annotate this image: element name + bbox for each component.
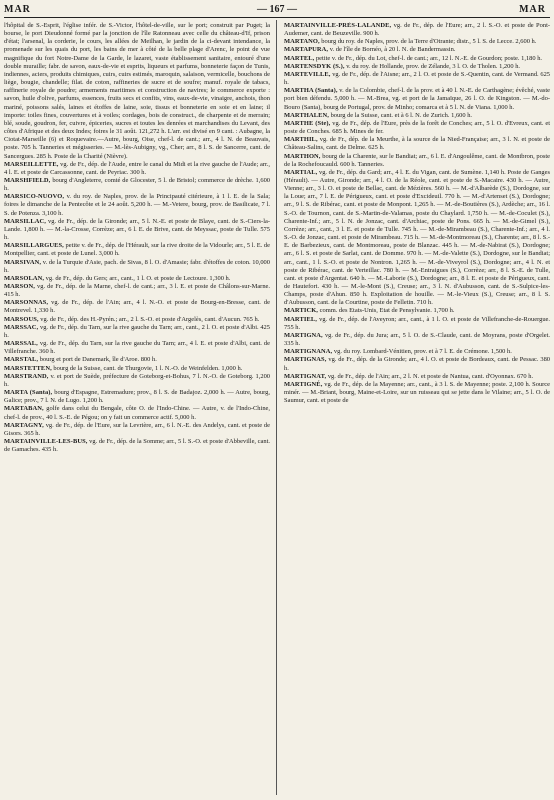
gazetteer-entry	[4, 324, 270, 340]
gazetteer-entry	[4, 161, 270, 177]
entry-text: vg. de Fr., dép. de l'Aude, entre le canal du Midi et la rive gauche de l'Aude; arr., 4 l. E. et poste de Carcassonne, cant. de Peyriac. 300 h.	[4, 160, 270, 176]
gazetteer-entry	[4, 275, 270, 283]
entry-text: v. du roy. de Hollande, prov. de Zélande, 3 l. O. de Tholen. 1,200 h.	[346, 62, 521, 70]
gazetteer-entry	[284, 348, 550, 356]
entry-text: v. de la Colombie, chef-l. de la prov. et à 40 l. N.-E. de Carthagène; évêché, vaste port bien défendu. 5,000 h. — M.-Brea, vg. et port de la Jamaïque, 26 l. O. de Kingston. — M.-do-Bouro (Santa), bourg de Portugal, prov. de Minho; comarca et à 5 l. N. de Viana. 1,000 h.	[284, 87, 550, 111]
column-divider	[276, 20, 277, 795]
gazetteer-entry	[4, 405, 270, 421]
running-head-right: MAR	[519, 4, 546, 15]
entry-text: v. et port de Suède, préfecture de Goteborg-et-Bohus, 7 l. N.-O. de Goteborg. 1,200 h.	[4, 372, 270, 388]
gazetteer-entry	[284, 120, 550, 136]
entry-headword: MARTAINVILLE-PRÈS-LALANDE,	[284, 22, 392, 29]
entry-headword: MARTHA (Santa),	[284, 87, 338, 95]
gazetteer-entry	[4, 242, 270, 258]
left-column	[4, 22, 270, 794]
entry-headword: MARSTAL,	[4, 356, 39, 364]
gazetteer-entry	[4, 299, 270, 315]
entry-headword: MARSEILLETTE,	[4, 160, 59, 168]
entry-text: vg. de Fr., dép. de l'Eure, près de la forêt de Conches; arr., 5 l. O. d'Evreux, cant. et poste de Conches. 685 h. Mines de fer.	[284, 119, 550, 136]
gazetteer-entry	[4, 316, 270, 324]
entry-text: v. du roy. de Naples, prov. de la Principauté citérieure, à 1 l. E. de la Sala; foires le dimanche de la Pentecôte et le 24 août. 5,200 h. — M.-Vetere, bourg, prov. de Basilicate, 7 l. S. de Potenza. 3,100 h.	[4, 193, 270, 217]
running-head-left: MAR	[4, 4, 31, 15]
gazetteer-entry	[4, 218, 270, 242]
entry-headword: MARTEVILLE,	[284, 70, 331, 78]
entry-headword: MARTHON,	[284, 152, 321, 160]
entry-text: vg. du roy. Lombard-Vénitien, prov. et à 7 l. E. de Crémone. 1,500 h.	[333, 348, 512, 356]
gazetteer-entry	[284, 381, 550, 405]
entry-text: petite v. de Fr., dép. de l'Hérault, sur la rive droite de la Vidourle; arr., 5 l. E. de Montpellier, cant. et poste de Lunel. 3,000 h.	[4, 242, 270, 258]
entry-headword: MARSILLARGUES,	[4, 242, 64, 250]
entry-headword: MARTIGNANA,	[284, 348, 333, 356]
entry-text: v. de la Turquie d'Asie, pach. de Sivas, 8 l. O. d'Amasie; fabr. d'étoffes de coton. 10,000 h.	[4, 258, 270, 274]
entry-text: vg. de Fr., dép. de la Gironde; arr., 5 l. N.-E. et poste de Blaye, cant. de S.-Ciers-la-Lande. 1,800 h. — M.-la-Crosse, Corrèze; arr., 6 l. E. de Brive, cant. de Meyssac, poste de Tulle. 575 h.	[4, 217, 270, 242]
entry-headword: MARTA (Santa),	[4, 389, 53, 397]
entry-headword: MARSSAC,	[4, 323, 39, 331]
entry-headword: MARTIGNAT,	[284, 372, 327, 380]
entry-headword: MARSONNAS,	[4, 299, 49, 307]
gazetteer-entry	[284, 153, 550, 169]
entry-headword: MARTABAN,	[4, 405, 44, 413]
entry-headword: MARTIGNA,	[284, 331, 323, 339]
gazetteer-entry	[284, 55, 550, 63]
gazetteer-entry	[284, 87, 550, 111]
gazetteer-entry	[284, 307, 550, 315]
entry-text: l'hôpital de S.-Esprit, l'église infér. de S.-Victor, l'hôtel-de-ville, sur le port; construit par Puget; la bourse, le port Dieudonné formé par la jonction de l'île Ratonneau avec celle du château-d'If, prison d'état; l'arsenal, la corderie, le cours, les allées de Meilhan, le jardin de la ci-devant intendance, la promenade sur les quais du port, les bains de mer à côté de la belle plage d'Arenc, le point de vue magnifique du fort Notre-Dame de la Garde, le lazaret, vaste établissement sanitaire, entouré d'une double muraille; fabr. de savon, eaux-de-vie et esprits, liqueurs et parfums, bonneterie façon de Tunis, indiennes, aciers, produits chimiques, cuirs, cuirs estimés, maroquin, salaison, vermicelle, bouchons de liège, bougie, chandelle; filat. de coton, raffineries de sucre et de soufre; manuf. royale de tabacs, raffinerie royale de poudre; armements maritimes et construction de navires; le commerce exporte : savon, huile d'olive, parfums, essences, fruits secs et confits, vins, eaux-de-vie, vinaigre, anchois, thon mariné, poissons salés, laines et étoffes de laine, soie, tissus et bonneterie en soie et en laine; il importe: toiles fines, couvertures et à voiles; cordages, bois de construct., de charpente et de merrain; blé, soude, goudron, fer, cuivre, épiceries, sucres et toutes les denrées et marchandises du Levant, des côtes d'Afrique et des deux Indes; foires le 31 août. 121,272 h. L'arr. est divisé en 9 cant. : Aubagne, la Ciotat-Marseille (6) et Roquevaire.—Autre, bourg, Oise, chef-l. de cant.; arr., 4 l. N. de Beauvais, poste. 705 h. Tanneries et mégisseries. — M.-lès-Aubigny, vg., Cher; arr., 8 l. S. de Sancerre, cant. de Sancergues. 285 h. Poste de la Charité (Nièvre).	[4, 22, 270, 160]
gazetteer-entry	[4, 22, 270, 161]
gazetteer-entry	[284, 332, 550, 348]
entry-headword: MARTIGNÉ,	[284, 380, 323, 388]
entry-text: vg. de Fr., dép. du Tarn, sur la rive gauche du Tarn; arr., 4 l. E. et poste d'Albi, cant. de Villefranche. 360 h.	[4, 340, 270, 356]
entry-text: vg. de Fr., dép. de l'Eure, sur la Levrière, arr., 6 l. N.-E. des Andelys, cant. et poste de Gisors. 365 h.	[4, 421, 270, 437]
entry-text: bourg d'Angleterre, comté de Glocester, 5 l. de Bristol; commerce de drèche. 1,600 h.	[4, 176, 270, 193]
entry-text: vg. de Fr., dép. de l'Eure; arr., 2 l. S.-O. et poste de Pont-Audemer, cant. de Beuzeville. 900 h.	[284, 22, 550, 38]
page-number: — 167 —	[257, 4, 297, 15]
entry-text: vg. de Fr., dép. du Gers; arr., cant., 1 l. O. et poste de Lectoure. 1,300 h.	[45, 274, 231, 282]
entry-text: golfe dans celui du Bengale, côte O. de l'Indo-Chine. — Autre, v. de l'Indo-Chine, chef-l. de prov., 40 l. S.-E. de Pégou; on y fait un commerce actif. 5,000 h.	[4, 405, 270, 421]
gazetteer-entry	[284, 38, 550, 46]
entry-text: vg. de Fr., dép. de l'Aveyron; arr., cant., à 1 l. O. et poste de Villefranche-de-Rouergue. 755 h.	[284, 315, 550, 331]
entry-headword: MARSSAL,	[4, 340, 38, 348]
entry-headword: MARTANO,	[284, 38, 320, 46]
entry-text: vg. de Fr., dép. de la Meurthe, à la source de la Nied-Française; arr., 3 l. N. et poste de Château-Salins, cant. de Delme. 625 h.	[284, 136, 550, 152]
entry-headword: MARTENSDYK (S.),	[284, 62, 345, 70]
entry-text: vg. de Fr., dép. de la Somme; arr., 5 l. S.-O. et poste d'Abbeville, cant. de Gamaches. 435 h.	[4, 437, 270, 454]
right-column	[284, 22, 550, 794]
entry-headword: MARTAGNY,	[4, 421, 44, 429]
entry-headword: MARTHIL,	[284, 136, 318, 144]
gazetteer-entry	[284, 112, 550, 120]
entry-text: vg. de Fr., dép. de la Gironde; arr., 4 l. O. et poste de Bordeaux, cant. de Pessac. 380 h.	[284, 356, 550, 372]
entry-text: vg. de Fr., dép. du Gard; arr., 4 l. E. du Vigan, cant. de Sumène. 1,140 h. Poste de Ganges (Hérault). — Autre, Gironde; arr., 4 l. O. de la Réole, cant. et poste de S.-Macaire. 430 h. — Autre, Vienne; arr., 3 l. O. et poste de Bellac, cant. de Mézières. 560 h. — M.-d'Albarède (S.), Dordogne, sur la Loue; arr., 7 l. E. de Périgueux, cant. et poste d'Excideuil. 770 h. — M.-d'Artenset (S.), Dordogne; arr., 9 l. S. de Ribérac, cant. et poste de Monpont. 1,265 h. — M.-de-Boutières (S.), Ardèche; arr., 16 l. S.-O. de Tournon, cant. de S.-Martin-de-Valamas, poste du Chaylard. 1,750 h. — M.-de-Coculet (S.), Charente-Inf.; arr., 5 l. N. de Jonzac, cant. d'Archiac, poste de Pons. 665 h. — M.-de-Gimel (S.), Corrèze; arr., cant., 3 l. E. et poste de Tulle. 745 h. — M.-de-Mirambeau (S.), Charente-Inf.; arr., 4 l. S.-O. de Jonzac, cant. et poste de Mirambeau. 715 h. — M.-de-Montmoreau (S.), Charente; arr., 8 l. S.-E. de Barbezieux, cant. de Montmoreau, poste de Blanzac. 445 h. — M.-de-Nabirat (S.), Dordogne; arr., 6 l. S. et poste de Sarlat, cant. de Domme. 970 h. — M.-de-Valette (S.), Dordogne, sur le Bandiat; arr., cant., 1 l. S.-O. et poste de Nontron. 1,265 h. — M.-de-Viveyrol (S.), Dordogne; arr., 4 l. N. et poste de Ribérac, cant. de Verteillac. 780 h. — M.-Entraigues (S.), Corrèze; arr., 8 l. S.-E. de Tulle, cant. et poste d'Argentat. 640 h. — M.-Laborie (S.), Dordogne; arr., 8 l. E. et poste de Périgueux, cant. de Hautefort. 430 h. — M.-le-Mont (S.), Creuse; arr., 3 l. N. d'Aubusson, cant. de S.-Sulpice-les-Champs, poste d'Ahun. 850 h. Exploitation de houille. — M.-le-Vieux (S.), Creuse; arr., 8 l. S. d'Aubusson, cant. de la Courtine, poste de Felletin. 710 h.	[284, 168, 550, 307]
entry-headword: MARTAPURA,	[284, 46, 329, 54]
gazetteer-entry	[4, 340, 270, 356]
gazetteer-entry	[4, 438, 270, 454]
gazetteer-entry	[4, 373, 270, 389]
entry-text: bourg de la Suisse, cant. et à 6 l. N. de Zurich. 1,600 h.	[330, 111, 473, 119]
header-rule	[4, 17, 550, 18]
entry-headword: MARTIEL,	[284, 315, 317, 323]
gazetteer-entry	[284, 373, 550, 381]
entry-text: bourg et port de Danemark, île d'Aroe. 800 h.	[39, 356, 157, 364]
gazetteer-entry	[284, 46, 550, 54]
entry-headword: MARSIVAN,	[4, 258, 42, 266]
gazetteer-entry	[284, 136, 550, 152]
entry-text: vg. de Fr., dép. du Tarn, sur la rive gauche du Tarn; arr., cant., 2 l. O. et poste d'Albi. 425 h.	[4, 323, 270, 339]
gazetteer-entry	[4, 356, 270, 364]
entry-text: bourg d'Espagne, Estremadure; prov., 8 l. S. de Badajoz. 2,000 h. — Autre, bourg, Galice; prov., 7 l. N. de Lugo. 1,200 h.	[4, 389, 270, 405]
entry-text: petite v. de Fr., dép. du Lot, chef-l. de cant.; arr., 12 l. N.-E. de Gourdon; poste. 1,180 h.	[315, 54, 543, 62]
entry-text: vg. de Fr., dép. de l'Ain; arr., 2 l. N. et poste de Nantua, cant. d'Oyonnax. 670 h.	[327, 372, 534, 380]
entry-text: vg. de Fr., dép. de la Marne, chef-l. de cant.; arr., 3 l. E. et poste de Châlons-sur-Marne. 415 h.	[4, 283, 270, 299]
gazetteer-entry	[284, 22, 550, 38]
entry-text: vg. de Fr., dép. de l'Ain; arr., 4 l. N.-O. et poste de Bourg-en-Bresse, cant. de Montrevel. 1,330 h.	[4, 299, 270, 315]
entry-headword: MARSTETTEN,	[4, 364, 52, 372]
entry-text: vg. de Fr., dép. des H.-Pyrén.; arr., 2 l. S.-O. et poste d'Argelès, cant. d'Aucun. 765 h.	[40, 315, 260, 323]
entry-text: v. de l'île de Bornéo, à 20 l. N. de Bandermassin.	[329, 46, 456, 54]
gazetteer-entry	[284, 356, 550, 372]
entry-headword: MARSICO-NUOVO,	[4, 193, 65, 201]
gazetteer-entry	[284, 316, 550, 332]
gazetteer-entry	[4, 193, 270, 217]
gazetteer-entry	[4, 259, 270, 275]
entry-headword: MARTEL,	[284, 54, 315, 62]
entry-text: bourg de la Suisse, cant. de Thurgovie, 1 l. N.-O. de Weinfelden. 1,000 h.	[53, 364, 243, 372]
entry-headword: MARTHALEN,	[284, 111, 329, 119]
gazetteer-entry	[4, 283, 270, 299]
entry-headword: MARSOUS,	[4, 315, 39, 323]
entry-text: bourg de la Charente, sur le Bandiat; arr., 6 l. E. d'Angoulême, cant. de Montbron, poste de la Rochefoucauld. 600 h. Tanneries.	[284, 152, 550, 168]
entry-headword: MARSTRAND,	[4, 372, 49, 380]
gazetteer-entry	[4, 389, 270, 405]
gazetteer-entry	[4, 177, 270, 193]
gazetteer-entry	[284, 71, 550, 87]
entry-text: vg. de Fr., dép. de la Mayenne; arr., cant., à 3 l. S. de Mayenne; poste. 2,100 h. Source minér. — M.-Briant, bourg, Maine-et-Loire, sur un ruisseau qui se jette dans le Vilaine; arr., 5 l. O. de Saumur, cant. et poste de	[284, 380, 550, 405]
entry-text: comm. des Etats-Unis, Etat de Pensylvanie. 1,700 h.	[319, 307, 455, 315]
entry-text: bourg du roy. de Naples, prov. de la Terre d'Otrante; distr., 5 l. S. de Lecce. 2,600 h.	[321, 38, 537, 46]
gazetteer-entry	[4, 422, 270, 438]
entry-headword: MARTHE (Ste),	[284, 119, 331, 127]
entry-headword: MARTIAL,	[284, 168, 318, 176]
entry-headword: MARSOLAN,	[4, 274, 45, 282]
gazetteer-entry	[4, 365, 270, 373]
entry-headword: MARTAINVILLE-LES-BUS,	[4, 437, 88, 445]
entry-headword: MARTICK,	[284, 307, 319, 315]
entry-headword: MARSILLAC,	[4, 217, 46, 225]
entry-headword: MARSHFIELD,	[4, 176, 51, 184]
entry-headword: MARTIGNAS,	[284, 356, 327, 364]
gazetteer-entry	[284, 63, 550, 71]
entry-text: vg. de Fr., dép. de l'Aisne; arr., 2 l. O. et poste de S.-Quentin, cant. de Vermand. 625 h.	[284, 70, 550, 87]
gazetteer-entry	[284, 169, 550, 308]
entry-text: vg. de Fr., dép. du Jura; arr., 5 l. O. de S.-Claude, cant. de Moyrans, poste d'Orgelet. 335 h.	[284, 331, 550, 348]
page-header	[0, 0, 554, 18]
entry-headword: MARSON,	[4, 283, 35, 290]
